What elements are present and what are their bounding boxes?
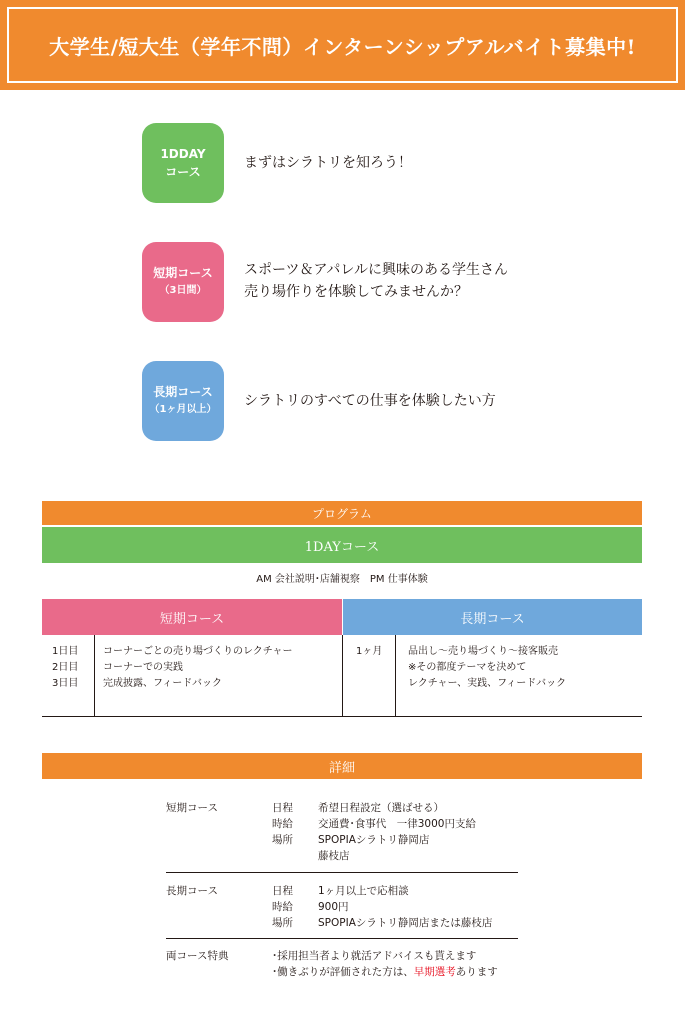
- benefit-text: ･働きぶりが評価された方は、: [272, 966, 414, 978]
- course-desc-line: シラトリのすべての仕事を体験したい方: [244, 393, 496, 409]
- detail-short-name: 短期コース: [166, 802, 218, 814]
- schedule-item: 完成披露、フィードバック: [103, 678, 222, 689]
- benefit-line: ･採用担当者より就活アドバイスも貰えます: [272, 950, 477, 962]
- divider: [94, 635, 95, 717]
- divider: [395, 635, 396, 717]
- benefit-highlight: 早期選考: [413, 966, 456, 978]
- course-badge-label: 1DDAY: [160, 147, 206, 161]
- detail-long-name: 長期コース: [166, 885, 218, 897]
- program-heading: プログラム: [42, 501, 642, 525]
- schedule-item: レクチャー、実践、フィードバック: [408, 678, 567, 689]
- divider: [42, 716, 642, 717]
- course-desc-line: 売り場作りを体験してみませんか？: [244, 284, 468, 300]
- benefit-line: [272, 964, 498, 980]
- detail-long-values: [318, 883, 492, 931]
- detail-short-keys: [272, 800, 293, 848]
- detail-long-keys: [272, 883, 293, 931]
- course-desc-short: [244, 259, 508, 303]
- schedule-item: 品出し～売り場づくり～接客販売: [408, 646, 558, 657]
- detail-value: 藤枝店: [318, 850, 350, 862]
- detail-value: 希望日程設定（選ばせる）: [318, 802, 444, 814]
- day-label: 2日目: [52, 662, 79, 673]
- divider: [166, 938, 518, 939]
- oneday-schedule: AM 会社説明･店舗視察 PM 仕事体験: [256, 574, 428, 585]
- schedule-item: コーナーごとの売り場づくりのレクチャー: [103, 646, 293, 657]
- detail-key: 日程: [272, 885, 293, 897]
- detail-key: 場所: [272, 834, 293, 846]
- short-items: [103, 644, 293, 692]
- detail-value: SPOPIAシラトリ静岡店: [318, 834, 430, 846]
- page-title: 大学生/短大生（学年不問）インターンシップアルバイト募集中!: [7, 7, 678, 83]
- course-badge-long: [142, 361, 224, 441]
- detail-value: 900円: [318, 901, 349, 913]
- course-badge-1day: [142, 123, 224, 203]
- short-course-heading: 短期コース: [42, 599, 342, 635]
- course-badge-sublabel: （1ヶ月以上）: [149, 404, 217, 415]
- detail-value: 交通費･食事代 一律3000円支給: [318, 818, 476, 830]
- course-desc-long: [244, 390, 496, 412]
- schedule-item: コーナーでの実践: [103, 662, 183, 673]
- divider: [166, 872, 518, 873]
- detail-value: 1ヶ月以上で応相談: [318, 885, 409, 897]
- long-items: [408, 644, 566, 692]
- header-banner: [0, 0, 685, 90]
- detail-benefits: [272, 948, 498, 980]
- detail-short-values: [318, 800, 476, 864]
- detail-key: 時給: [272, 901, 293, 913]
- detail-key: 日程: [272, 802, 293, 814]
- oneday-heading: 1DAYコース: [42, 527, 642, 563]
- day-label: 3日目: [52, 678, 79, 689]
- course-desc-line: スポーツ＆アパレルに興味のある学生さん: [244, 262, 508, 278]
- long-period: 1ヶ月: [356, 646, 383, 657]
- detail-value: SPOPIAシラトリ静岡店または藤枝店: [318, 917, 493, 929]
- course-desc-line: まずはシラトリを知ろう！: [244, 155, 412, 171]
- course-badge-short: [142, 242, 224, 322]
- details-heading: 詳細: [42, 753, 642, 779]
- detail-key: 時給: [272, 818, 293, 830]
- long-course-heading: 長期コース: [343, 599, 642, 635]
- benefit-text: あります: [455, 966, 498, 978]
- detail-key: 場所: [272, 917, 293, 929]
- day-label: 1日目: [52, 646, 79, 657]
- divider: [342, 635, 343, 717]
- schedule-item: ※その都度テーマを決めて: [408, 662, 527, 673]
- course-desc-1day: [244, 152, 412, 174]
- course-badge-sublabel: （3日間）: [159, 285, 207, 296]
- course-badge-label: 短期コース: [153, 266, 213, 280]
- short-days: [52, 644, 78, 692]
- detail-benefits-name: 両コース特典: [166, 950, 229, 962]
- course-badge-label: 長期コース: [153, 385, 213, 399]
- course-badge-label: コース: [165, 165, 201, 179]
